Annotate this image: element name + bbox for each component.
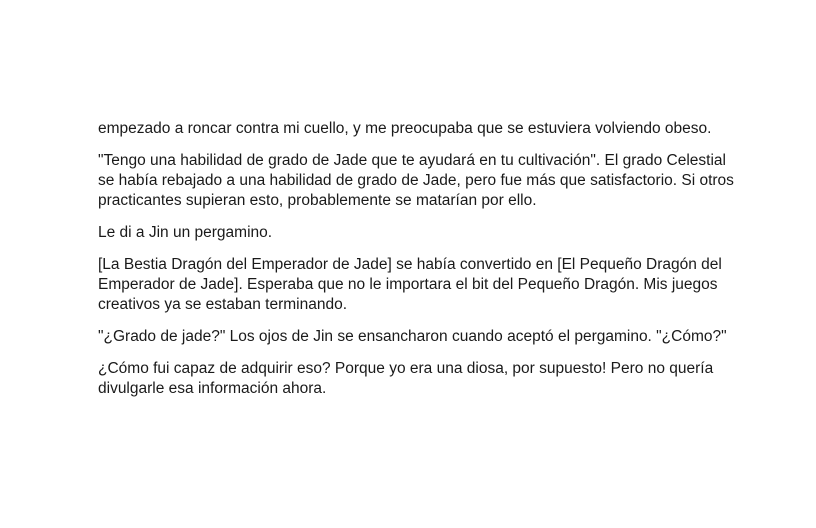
paragraph: "¿Grado de jade?" Los ojos de Jin se ensancharon cuando aceptó el pergamino. "¿Cómo?" (98, 328, 727, 345)
document-page (98, 119, 738, 411)
paragraph: [La Bestia Dragón del Emperador de Jade] se había convertido en [El Pequeño Dragón del Emperador de Jade]. Esperaba que no le importara el bit del Pequeño Dragón. Mis juegos creativos ya se estaban terminando. (98, 256, 722, 313)
paragraph: "Tengo una habilidad de grado de Jade que te ayudará en tu cultivación". El grado Celestial se había rebajado a una habilidad de grado de Jade, pero fue más que satisfactorio. Si otros practicantes supieran esto, probablemente se matarían por ello. (98, 152, 734, 209)
paragraph: empezado a roncar contra mi cuello, y me preocupaba que se estuviera volviendo obeso. (98, 120, 712, 137)
paragraph: ¿Cómo fui capaz de adquirir eso? Porque yo era una diosa, por supuesto! Pero no quería divulgarle esa información ahora. (98, 360, 714, 397)
paragraph: Le di a Jin un pergamino. (98, 224, 273, 241)
